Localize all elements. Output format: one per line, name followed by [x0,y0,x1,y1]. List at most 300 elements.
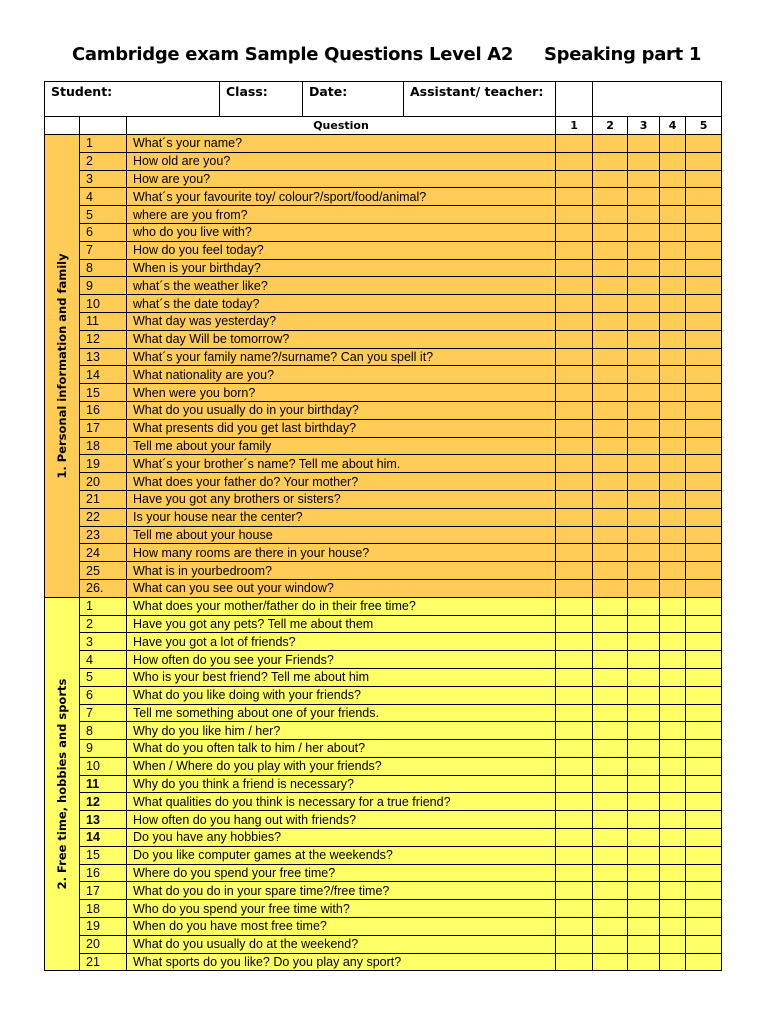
question-text: Why do you like him / her? [127,722,556,740]
question-number: 15 [80,384,127,402]
score-cell-5[interactable] [686,437,722,455]
question-number: 9 [80,740,127,758]
question-row [45,597,722,615]
score-cell-4[interactable] [660,508,686,526]
score-cell-4[interactable] [660,722,686,740]
score-cell-2[interactable] [593,615,628,633]
score-cell-1[interactable] [556,401,593,419]
score-cell-1[interactable] [556,206,593,224]
question-number: 4 [80,188,127,206]
question-row [45,900,722,918]
score-cell-5[interactable] [686,918,722,936]
score-cell-4[interactable] [660,597,686,615]
question-number: 14 [80,829,127,847]
score-cell-5[interactable] [686,882,722,900]
score-cell-4[interactable] [660,651,686,669]
score-cell-4[interactable] [660,526,686,544]
score-cell-3[interactable] [628,615,660,633]
score-cell-3[interactable] [628,437,660,455]
score-cell-3[interactable] [628,277,660,295]
score-cell-1[interactable] [556,668,593,686]
score-cell-2[interactable] [593,562,628,580]
score-cell-5[interactable] [686,651,722,669]
score-cell-4[interactable] [660,615,686,633]
score-cell-4[interactable] [660,811,686,829]
score-cell-2[interactable] [593,633,628,651]
score-cell-3[interactable] [628,241,660,259]
score-cell-3[interactable] [628,811,660,829]
question-number: 13 [80,348,127,366]
score-cell-5[interactable] [686,704,722,722]
score-cell-4[interactable] [660,366,686,384]
question-number: 14 [80,366,127,384]
header-blank-cell [593,82,722,117]
score-cell-3[interactable] [628,918,660,936]
question-row [45,935,722,953]
question-text: What sports do you like? Do you play any sport? [127,953,556,971]
score-cell-1[interactable] [556,312,593,330]
score-cell-5[interactable] [686,366,722,384]
score-cell-4[interactable] [660,633,686,651]
score-cell-2[interactable] [593,686,628,704]
score-cell-4[interactable] [660,135,686,153]
score-cell-3[interactable] [628,348,660,366]
score-cell-2[interactable] [593,775,628,793]
score-cell-2[interactable] [593,722,628,740]
question-text: Have you got a lot of friends? [127,633,556,651]
score-cell-2[interactable] [593,401,628,419]
score-cell-4[interactable] [660,864,686,882]
score-cell-2[interactable] [593,135,628,153]
question-row [45,152,722,170]
score-cell-5[interactable] [686,455,722,473]
question-row [45,348,722,366]
score-cell-1[interactable] [556,419,593,437]
score-cell-4[interactable] [660,384,686,402]
score-cell-3[interactable] [628,846,660,864]
score-cell-3[interactable] [628,882,660,900]
score-cell-1[interactable] [556,615,593,633]
question-number: 25 [80,562,127,580]
score-cell-4[interactable] [660,953,686,971]
score-cell-3[interactable] [628,384,660,402]
score-cell-1[interactable] [556,384,593,402]
score-cell-3[interactable] [628,562,660,580]
score-cell-2[interactable] [593,473,628,491]
score-cell-3[interactable] [628,793,660,811]
question-text: What presents did you get last birthday? [127,419,556,437]
date-label: Date: [309,84,348,99]
score-cell-1[interactable] [556,579,593,597]
score-cell-4[interactable] [660,757,686,775]
score-cell-4[interactable] [660,793,686,811]
score-cell-5[interactable] [686,206,722,224]
score-cell-5[interactable] [686,152,722,170]
score-cell-2[interactable] [593,864,628,882]
score-cell-5[interactable] [686,562,722,580]
score-cell-3[interactable] [628,597,660,615]
score-cell-2[interactable] [593,437,628,455]
score-cell-5[interactable] [686,668,722,686]
score-cell-2[interactable] [593,348,628,366]
score-header-3: 3 [628,117,660,135]
question-row [45,775,722,793]
date-field[interactable] [303,82,404,116]
question-number: 22 [80,508,127,526]
score-cell-5[interactable] [686,775,722,793]
score-cell-5[interactable] [686,811,722,829]
score-cell-3[interactable] [628,490,660,508]
question-text: Who is your best friend? Tell me about him [127,668,556,686]
score-cell-3[interactable] [628,312,660,330]
score-cell-5[interactable] [686,740,722,758]
score-cell-1[interactable] [556,526,593,544]
score-cell-2[interactable] [593,206,628,224]
score-cell-2[interactable] [593,579,628,597]
score-cell-4[interactable] [660,170,686,188]
score-cell-5[interactable] [686,829,722,847]
question-number: 20 [80,935,127,953]
score-cell-3[interactable] [628,295,660,313]
question-text: What´s your favourite toy/ colour?/sport/food/animal? [127,188,556,206]
score-cell-1[interactable] [556,223,593,241]
question-row [45,384,722,402]
question-text: When were you born? [127,384,556,402]
score-cell-4[interactable] [660,206,686,224]
score-cell-4[interactable] [660,259,686,277]
question-number: 17 [80,882,127,900]
question-row [45,651,722,669]
score-cell-1[interactable] [556,686,593,704]
score-cell-2[interactable] [593,668,628,686]
score-cell-2[interactable] [593,846,628,864]
score-cell-1[interactable] [556,188,593,206]
score-cell-5[interactable] [686,384,722,402]
score-cell-2[interactable] [593,366,628,384]
score-cell-1[interactable] [556,152,593,170]
question-text: What do you often talk to him / her about? [127,740,556,758]
score-cell-3[interactable] [628,668,660,686]
score-cell-1[interactable] [556,241,593,259]
question-text: How many rooms are there in your house? [127,544,556,562]
score-cell-5[interactable] [686,401,722,419]
score-cell-4[interactable] [660,740,686,758]
score-cell-5[interactable] [686,312,722,330]
score-cell-3[interactable] [628,935,660,953]
score-cell-1[interactable] [556,597,593,615]
class-label: Class: [226,84,268,99]
score-cell-2[interactable] [593,918,628,936]
score-cell-1[interactable] [556,633,593,651]
score-cell-2[interactable] [593,490,628,508]
score-cell-2[interactable] [593,330,628,348]
score-cell-2[interactable] [593,935,628,953]
score-cell-3[interactable] [628,633,660,651]
score-cell-3[interactable] [628,152,660,170]
score-cell-4[interactable] [660,900,686,918]
question-text: Who do you spend your free time with? [127,900,556,918]
score-cell-1[interactable] [556,348,593,366]
question-number: 8 [80,259,127,277]
score-cell-2[interactable] [593,384,628,402]
score-cell-1[interactable] [556,864,593,882]
score-cell-5[interactable] [686,330,722,348]
score-cell-5[interactable] [686,348,722,366]
score-cell-3[interactable] [628,366,660,384]
score-cell-4[interactable] [660,775,686,793]
score-cell-3[interactable] [628,686,660,704]
score-cell-5[interactable] [686,793,722,811]
score-cell-5[interactable] [686,473,722,491]
score-header-4: 4 [660,117,686,135]
score-cell-4[interactable] [660,704,686,722]
score-cell-5[interactable] [686,170,722,188]
score-cell-3[interactable] [628,757,660,775]
score-cell-3[interactable] [628,473,660,491]
question-text: who do you live with? [127,223,556,241]
score-cell-1[interactable] [556,953,593,971]
score-cell-3[interactable] [628,953,660,971]
score-cell-4[interactable] [660,152,686,170]
score-cell-1[interactable] [556,882,593,900]
score-cell-2[interactable] [593,508,628,526]
score-cell-5[interactable] [686,259,722,277]
score-cell-1[interactable] [556,829,593,847]
score-cell-1[interactable] [556,544,593,562]
question-text: How do you feel today? [127,241,556,259]
score-cell-1[interactable] [556,562,593,580]
score-cell-2[interactable] [593,757,628,775]
question-row [45,419,722,437]
score-cell-5[interactable] [686,686,722,704]
question-number: 8 [80,722,127,740]
score-cell-5[interactable] [686,526,722,544]
score-cell-3[interactable] [628,722,660,740]
score-cell-5[interactable] [686,579,722,597]
score-cell-2[interactable] [593,953,628,971]
score-cell-3[interactable] [628,508,660,526]
score-cell-2[interactable] [593,455,628,473]
student-label: Student: [51,84,113,99]
score-cell-3[interactable] [628,401,660,419]
score-cell-1[interactable] [556,366,593,384]
assistant-field[interactable] [404,82,555,116]
score-cell-1[interactable] [556,793,593,811]
score-cell-3[interactable] [628,579,660,597]
question-number: 7 [80,704,127,722]
score-cell-2[interactable] [593,651,628,669]
score-cell-1[interactable] [556,935,593,953]
score-cell-4[interactable] [660,401,686,419]
score-cell-2[interactable] [593,597,628,615]
score-cell-5[interactable] [686,633,722,651]
score-cell-5[interactable] [686,419,722,437]
score-cell-2[interactable] [593,900,628,918]
score-cell-5[interactable] [686,490,722,508]
score-cell-5[interactable] [686,722,722,740]
score-cell-3[interactable] [628,330,660,348]
score-cell-3[interactable] [628,651,660,669]
score-cell-4[interactable] [660,562,686,580]
score-cell-2[interactable] [593,419,628,437]
score-cell-2[interactable] [593,170,628,188]
score-cell-1[interactable] [556,740,593,758]
score-cell-4[interactable] [660,223,686,241]
question-text: What do you do in your spare time?/free time? [127,882,556,900]
score-cell-4[interactable] [660,935,686,953]
question-text: What do you usually do at the weekend? [127,935,556,953]
score-cell-1[interactable] [556,437,593,455]
assistant-field-extension[interactable] [556,82,593,117]
score-cell-1[interactable] [556,135,593,153]
score-cell-2[interactable] [593,740,628,758]
score-cell-2[interactable] [593,277,628,295]
score-cell-1[interactable] [556,918,593,936]
assistant-label: Assistant/ teacher: [410,84,544,99]
score-cell-1[interactable] [556,277,593,295]
score-cell-1[interactable] [556,170,593,188]
score-cell-5[interactable] [686,508,722,526]
score-cell-5[interactable] [686,935,722,953]
score-cell-3[interactable] [628,704,660,722]
score-cell-2[interactable] [593,295,628,313]
score-cell-5[interactable] [686,544,722,562]
score-cell-3[interactable] [628,900,660,918]
score-cell-3[interactable] [628,135,660,153]
question-text: What day was yesterday? [127,312,556,330]
question-row [45,686,722,704]
score-cell-4[interactable] [660,419,686,437]
score-cell-4[interactable] [660,295,686,313]
score-cell-2[interactable] [593,811,628,829]
score-cell-1[interactable] [556,775,593,793]
score-cell-1[interactable] [556,900,593,918]
score-cell-2[interactable] [593,259,628,277]
score-cell-3[interactable] [628,526,660,544]
question-header: Question [127,117,556,135]
score-cell-2[interactable] [593,223,628,241]
score-cell-3[interactable] [628,259,660,277]
score-cell-2[interactable] [593,829,628,847]
page-part-label: Speaking part 1 [544,44,702,65]
score-cell-4[interactable] [660,829,686,847]
score-cell-4[interactable] [660,473,686,491]
score-cell-3[interactable] [628,223,660,241]
score-cell-4[interactable] [660,882,686,900]
score-cell-5[interactable] [686,188,722,206]
score-cell-2[interactable] [593,544,628,562]
score-cell-2[interactable] [593,793,628,811]
score-cell-4[interactable] [660,544,686,562]
score-cell-1[interactable] [556,651,593,669]
score-cell-5[interactable] [686,277,722,295]
score-cell-2[interactable] [593,704,628,722]
question-row [45,455,722,473]
score-cell-2[interactable] [593,152,628,170]
score-cell-2[interactable] [593,241,628,259]
question-row [45,846,722,864]
score-cell-3[interactable] [628,455,660,473]
score-cell-5[interactable] [686,241,722,259]
score-cell-1[interactable] [556,455,593,473]
score-cell-4[interactable] [660,455,686,473]
question-number: 5 [80,206,127,224]
question-row [45,206,722,224]
score-cell-3[interactable] [628,740,660,758]
score-cell-4[interactable] [660,312,686,330]
score-cell-1[interactable] [556,330,593,348]
score-cell-3[interactable] [628,829,660,847]
score-cell-5[interactable] [686,223,722,241]
score-cell-5[interactable] [686,900,722,918]
question-row [45,223,722,241]
score-cell-2[interactable] [593,188,628,206]
score-cell-4[interactable] [660,846,686,864]
question-text: What qualities do you think is necessary for a true friend? [127,793,556,811]
score-cell-5[interactable] [686,864,722,882]
score-cell-1[interactable] [556,508,593,526]
question-text: What does your mother/father do in their free time? [127,597,556,615]
score-cell-4[interactable] [660,579,686,597]
score-cell-3[interactable] [628,206,660,224]
score-cell-4[interactable] [660,241,686,259]
score-cell-1[interactable] [556,490,593,508]
score-cell-1[interactable] [556,757,593,775]
score-cell-1[interactable] [556,846,593,864]
score-cell-2[interactable] [593,312,628,330]
score-cell-4[interactable] [660,437,686,455]
score-cell-1[interactable] [556,259,593,277]
score-cell-1[interactable] [556,473,593,491]
score-cell-1[interactable] [556,722,593,740]
score-cell-5[interactable] [686,135,722,153]
score-cell-3[interactable] [628,544,660,562]
score-cell-3[interactable] [628,188,660,206]
score-cell-4[interactable] [660,330,686,348]
score-cell-3[interactable] [628,419,660,437]
score-cell-3[interactable] [628,170,660,188]
score-cell-4[interactable] [660,668,686,686]
score-cell-1[interactable] [556,811,593,829]
question-number: 19 [80,918,127,936]
score-cell-5[interactable] [686,953,722,971]
student-field[interactable] [45,82,220,116]
question-number: 1 [80,135,127,153]
score-cell-5[interactable] [686,615,722,633]
class-field[interactable] [220,82,303,116]
score-cell-4[interactable] [660,348,686,366]
score-cell-4[interactable] [660,686,686,704]
score-cell-2[interactable] [593,526,628,544]
score-cell-4[interactable] [660,188,686,206]
score-cell-4[interactable] [660,277,686,295]
score-cell-3[interactable] [628,864,660,882]
question-number: 23 [80,526,127,544]
question-row [45,953,722,971]
score-cell-5[interactable] [686,295,722,313]
score-cell-1[interactable] [556,295,593,313]
score-cell-4[interactable] [660,490,686,508]
score-cell-5[interactable] [686,846,722,864]
question-row [45,579,722,597]
score-cell-5[interactable] [686,597,722,615]
score-cell-1[interactable] [556,704,593,722]
question-text: Tell me about your house [127,526,556,544]
score-cell-3[interactable] [628,775,660,793]
score-cell-2[interactable] [593,882,628,900]
score-cell-4[interactable] [660,918,686,936]
score-cell-5[interactable] [686,757,722,775]
